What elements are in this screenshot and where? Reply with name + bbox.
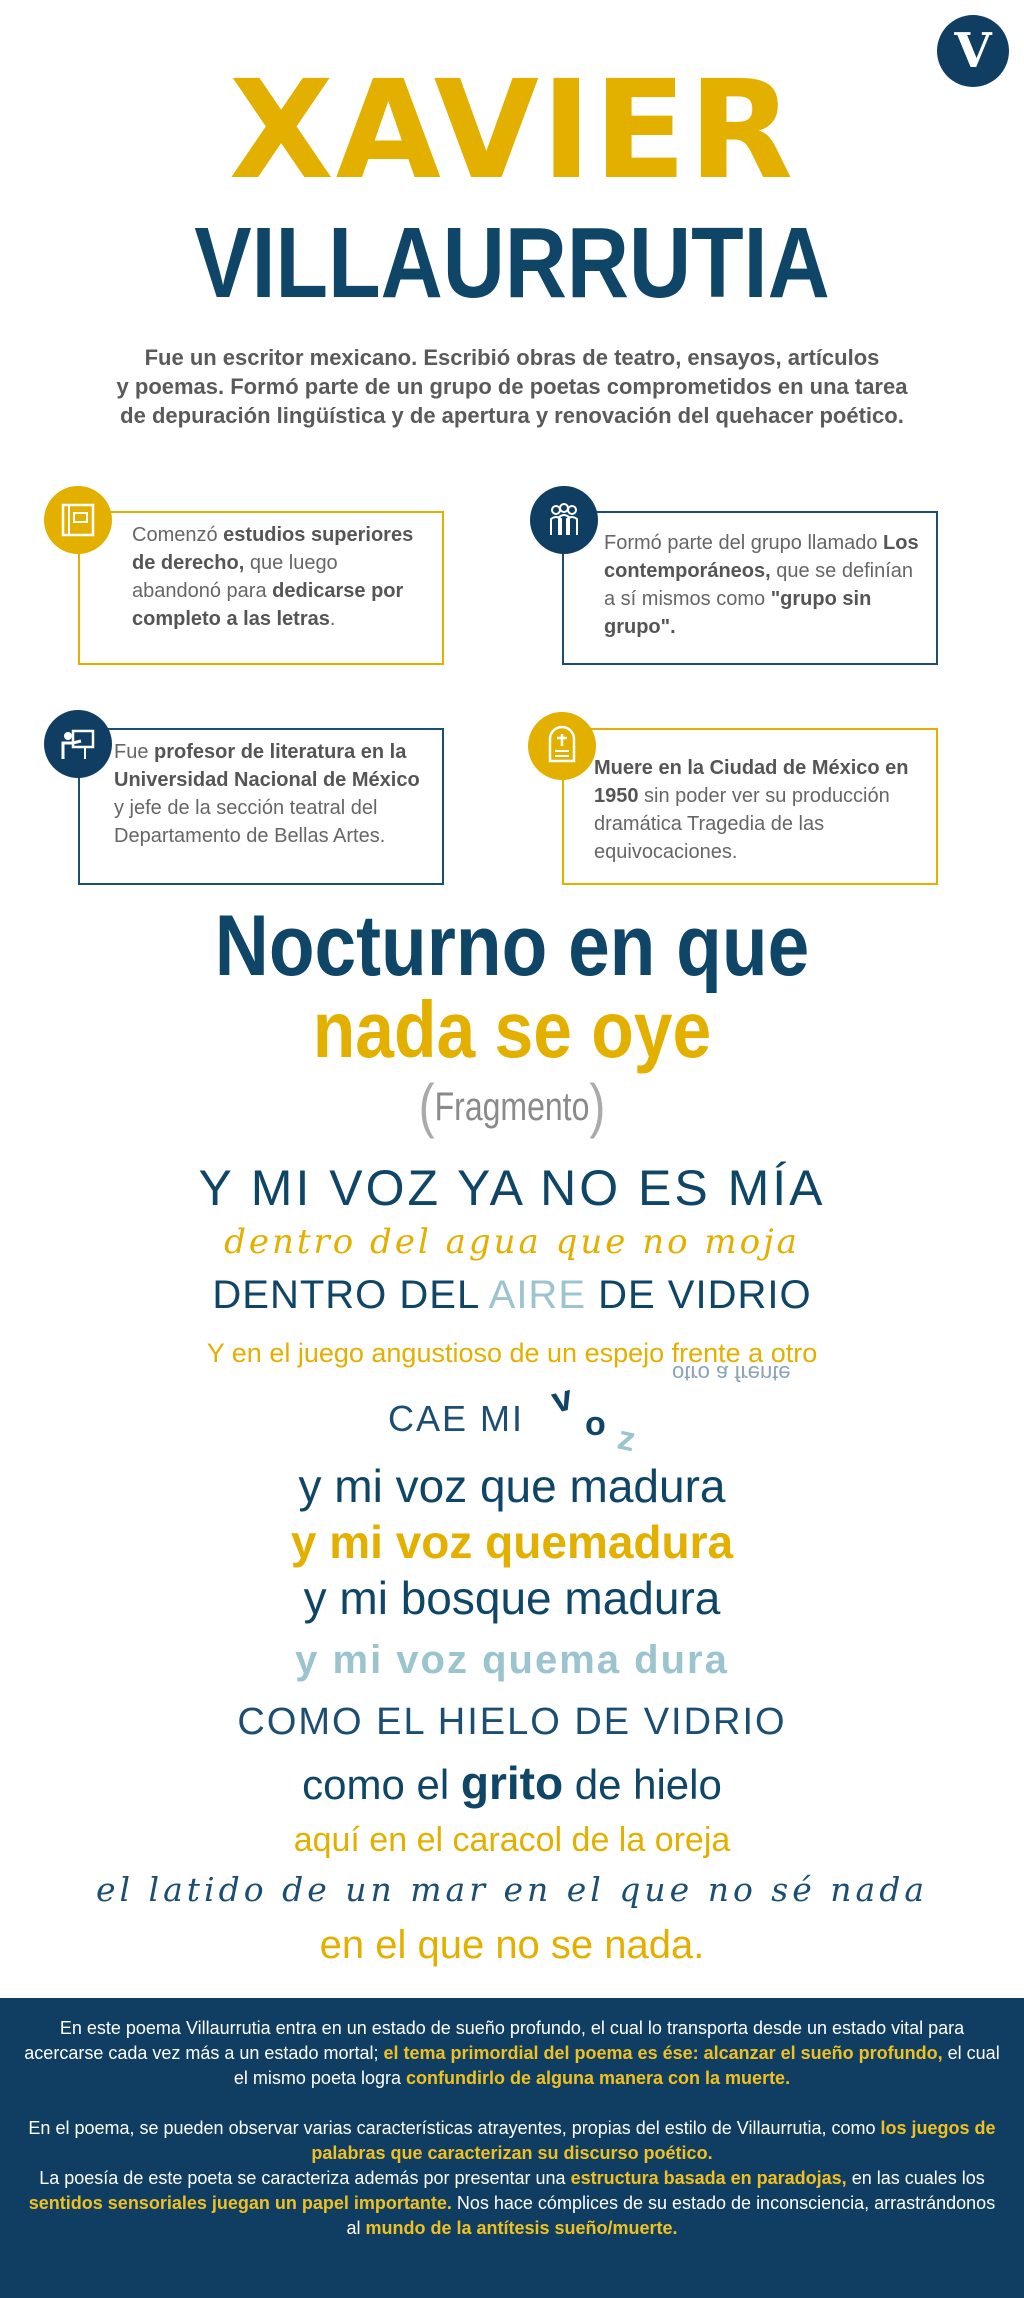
fact-text: . <box>329 608 336 630</box>
poem-line: Y en el juego angustioso de un espejo frente a otro <box>206 1338 818 1368</box>
logo-letter: V <box>954 23 992 79</box>
fact-box-professor <box>78 728 444 885</box>
teacher-icon <box>44 710 112 778</box>
book-icon <box>44 486 112 554</box>
analysis-text: La poesía de este poeta se caracteriza además por presentar una <box>39 2168 571 2188</box>
fact-text: Formó parte del grupo llamado <box>604 532 884 554</box>
poem-line: aquí en el caracol de la oreja <box>293 1821 731 1859</box>
poem-line-mirror: otro a frente <box>672 1361 791 1386</box>
poem-line: CAE MI <box>388 1398 525 1439</box>
analysis-highlight: sentidos sensoriales juegan un papel importante. <box>28 2193 452 2213</box>
fact-bold: dedicarse por completo a las letras <box>132 580 404 630</box>
poem-segment: DE VIDRIO <box>586 1273 812 1317</box>
poem-line: el latido de un mar en el que no sé nada <box>95 1870 928 1909</box>
fact-bold: Muere en la Ciudad de México en 1950 <box>594 757 909 807</box>
fact-bold: profesor de literatura en la Universidad Nacional de México <box>114 741 420 791</box>
fragment-paren: ) <box>589 1072 606 1139</box>
people-icon <box>530 486 598 554</box>
voz-letter: o <box>585 1405 606 1443</box>
poem-line: y mi voz quemadura <box>290 1516 734 1568</box>
fragment-text: Fragmento <box>434 1085 590 1129</box>
analysis-paragraph <box>24 2116 1000 2166</box>
analysis-text: En este poema Villaurrutia entra en un estado de sueño profundo, el cual lo transporta desde un estado vital para acercarse cada vez más a un estado mortal; <box>24 2018 965 2063</box>
poem-title-line1: Nocturno en que <box>214 898 810 994</box>
analysis-text: Nos hace cómplices de su estado de inconsciencia, arrastrándonos al <box>346 2193 996 2238</box>
fact-text: y jefe de la sección teatral del Departamento de Bellas Artes. <box>114 797 386 847</box>
analysis-text: el cual el mismo poeta logra <box>233 2043 1000 2088</box>
poem-line <box>0 1268 1024 1322</box>
analysis-highlight: los juegos de palabras que caracterizan su discurso poético. <box>311 2118 996 2163</box>
tombstone-icon <box>528 712 596 780</box>
fact-text: que se definían a sí mismos como <box>604 560 914 610</box>
analysis-footer <box>0 1998 1024 2298</box>
fact-box-studies <box>78 511 444 665</box>
fact-box-group <box>562 511 938 665</box>
intro-line: de depuración lingüística y de apertura y renovación del quehacer poético. <box>120 403 904 428</box>
poem-line <box>0 1756 1024 1812</box>
voz-letter: v <box>547 1376 577 1421</box>
intro-text <box>90 343 934 430</box>
fact-text: Fue <box>114 741 155 763</box>
analysis-paragraph <box>24 2166 1000 2241</box>
poem-segment: DENTRO DEL <box>212 1273 489 1317</box>
intro-line: y poemas. Formó parte de un grupo de poetas comprometidos en una tarea <box>116 374 908 399</box>
poem-line: en el que no se nada. <box>319 1923 705 1967</box>
analysis-text: en las cuales los <box>846 2168 985 2188</box>
poem-segment: de hielo <box>563 1761 722 1808</box>
intro-line: Fue un escritor mexicano. Escribió obras de teatro, ensayos, artículos <box>144 345 880 370</box>
poem-title-line2: nada se oye <box>312 985 712 1074</box>
fragment-label <box>102 1072 921 1139</box>
analysis-highlight: mundo de la antítesis sueño/muerte. <box>365 2218 678 2238</box>
poem-line: y mi voz que madura <box>298 1460 726 1512</box>
poem-line: y mi bosque madura <box>303 1572 721 1624</box>
poem-segment: como el <box>302 1761 461 1808</box>
voz-letter: z <box>614 1418 639 1460</box>
poem-line: COMO EL HIELO DE VIDRIO <box>237 1701 787 1743</box>
analysis-paragraph <box>24 2016 1000 2091</box>
fact-box-death <box>562 728 938 885</box>
fact-bold: "grupo sin grupo". <box>604 588 872 638</box>
title-last-name: VILLAURRUTIA <box>194 207 830 319</box>
fact-bold: Los contemporáneos, <box>604 532 919 582</box>
poem-segment-highlight: AIRE <box>488 1273 586 1317</box>
poem-line: dentro del agua que no moja <box>224 1222 800 1262</box>
fact-text: que luego abandonó para <box>132 552 338 602</box>
fact-bold: estudios superiores de derecho, <box>132 524 414 574</box>
analysis-highlight: estructura basada en paradojas, <box>570 2168 847 2188</box>
fact-text: Comenzó <box>132 524 224 546</box>
fact-text: sin poder ver su producción dramática Tragedia de las equivocaciones. <box>594 785 890 863</box>
poem-line: y mi voz quema dura <box>295 1638 729 1682</box>
fragment-paren: ( <box>418 1072 435 1139</box>
poem-line: Y MI VOZ YA NO ES MÍA <box>198 1160 826 1216</box>
analysis-text: En el poema, se pueden observar varias características atrayentes, propias del estilo de Villaurrutia, como <box>28 2118 881 2138</box>
title-first-name: XAVIER <box>228 52 796 210</box>
poem-segment-bold: grito <box>460 1757 564 1809</box>
analysis-highlight: el tema primordial del poema es ése: alcanzar el sueño profundo, <box>383 2043 943 2063</box>
analysis-highlight: confundirlo de alguna manera con la muerte. <box>406 2068 791 2088</box>
